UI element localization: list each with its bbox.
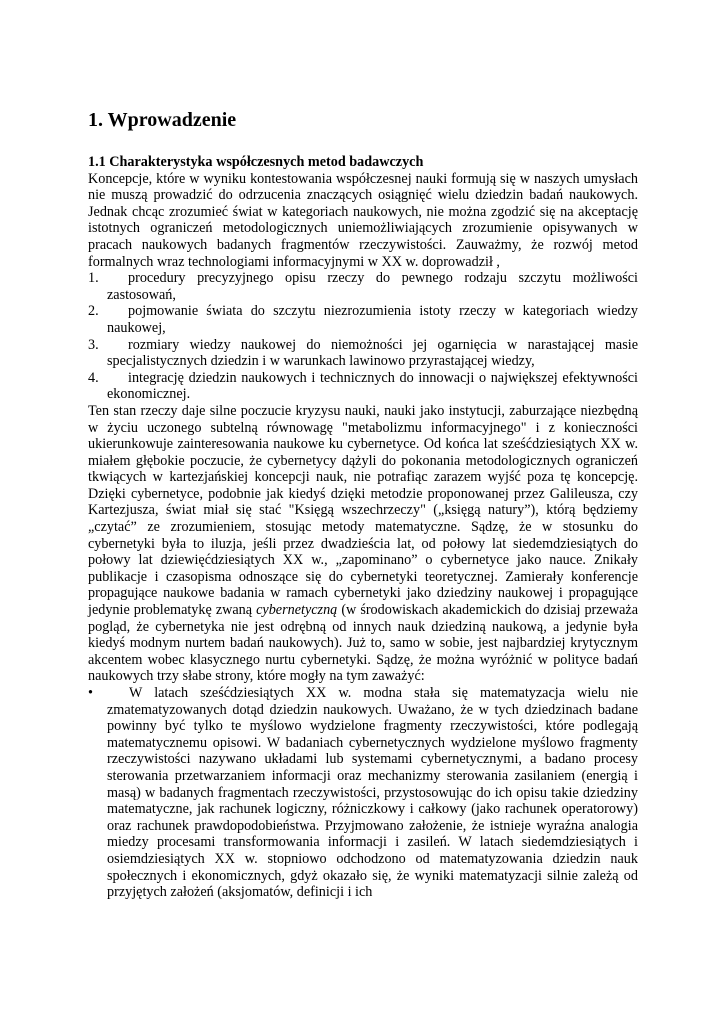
list-item	[88, 337, 638, 370]
paragraph-text: (w środowiskach akademickich do dzisiaj przeważa pogląd, że cybernetyka nie jest odrębną od innych nauk dziedziną naukową, a jedynie była kiedyś modnym nurtem badań naukowych). Już to, samo w sobie, jest najbardziej krytycznym akcentem wobec klasycznego nurtu cybernetyki. Sądzę, że można wyróżnić w polityce badań naukowych trzy słabe strony, które mogły na tym zaważyć:	[88, 602, 639, 685]
intro-paragraph: Koncepcje, które w wyniku kontestowania współczesnej nauki formują się w naszych umysłach nie muszą prowadzić do odrzucenia znaczących osiągnięć wielu dziedzin badań naukowych. Jednak chcąc zrozumieć świat w kategoriach naukowych, nie można zgodzić się na akceptację istotnych ograniczeń metodologicznych uniemożliwiających zrozumienie opisywanych w pracach naukowych badanych fragmentów rzeczywistości. Zauważmy, że rozwój metod formalnych wraz technologiami informacyjnymi w XX w. doprowadził ,	[88, 170, 638, 270]
emphasized-term: cybernetyczną	[256, 602, 338, 619]
subsection-heading: 1.1 Charakterystyka współczesnych metod badawczych	[88, 154, 424, 170]
bullet-list	[88, 685, 638, 901]
body-paragraph	[88, 403, 638, 685]
list-item-text: pojmowanie świata do szczytu niezrozumienia istoty rzeczy w kategoriach wiedzy naukowej,	[107, 303, 638, 336]
bullet-item	[88, 685, 638, 901]
list-item-text: rozmiary wiedzy naukowej do niemożności jej ogarnięcia w narastającej masie specjalistycznych dziedzin i w warunkach lawinowo przyrastającej wiedzy,	[107, 336, 638, 370]
list-number: 4.	[88, 369, 99, 386]
list-item-text: procedury precyzyjnego opisu rzeczy do pewnego rodzaju szczytu możliwości zastosowań,	[107, 270, 638, 303]
list-number: 3.	[88, 336, 99, 353]
list-item	[88, 303, 638, 336]
numbered-list	[88, 270, 638, 403]
list-item	[88, 270, 638, 303]
list-item	[88, 370, 638, 403]
bullet-icon: •	[88, 685, 93, 701]
list-number: 2.	[88, 303, 99, 320]
bullet-item-text: W latach sześćdziesiątych XX w. modna stała się matematyzacja wielu nie zmatematyzowanych dotąd dziedzin naukowych. Uważano, że w tych dziedzinach badane powinny być tylko te myślowo wydzielone fragmenty rzeczywistości, które podlegają matematycznemu opisowi. W badaniach cybernetycznych wydzielone myślowo fragmenty rzeczywistości nazywano układami lub systemami cybernetycznymi, a badano procesy sterowania przetwarzaniem informacji oraz mechanizmy sterowania zasilaniem (energią i masą) w badanych fragmentach rzeczywistości, przystosowując do ich opisu takie dziedziny matematyczne, jak rachunek logiczny, różniczkowy i całkowy (jako rachunek operatorowy) oraz rachunek prawdopodobieństwa. Przyjmowano założenie, że istnieje wyraźna analogia miedzy procesami transformowania informacji i zasileń. W latach siedemdziesiątych i osiemdziesiątych XX w. stopniowo odchodzono od matematyzowania dziedzin nauk społecznych i ekonomicznych, gdyż okazało się, że wyniki matematyzacji silnie zależą od przyjętych założeń (aksjomatów, definicji i ich	[107, 685, 638, 901]
list-item-text: integrację dziedzin naukowych i technicznych do innowacji o największej efektywności ekonomicznej.	[107, 369, 638, 403]
document-body	[88, 108, 638, 901]
section-heading: 1. Wprowadzenie	[88, 109, 237, 131]
list-number: 1.	[88, 270, 99, 287]
paragraph-text: Ten stan rzeczy daje silne poczucie kryzysu nauki, nauki jako instytucji, zaburzające niezbędną w życiu uczonego subtelną równowagę "metabolizmu informacyjnego" i z konieczności ukierunkowuje zainteresowania naukowe ku cybernetyce. Od końca lat sześćdziesiątych XX w. miałem głębokie poczucie, że cybernetycy dążyli do pokonania metodologicznych ograniczeń tkwiących w kartezjańskiej koncepcji nauk, nie potrafiąc zarazem wyjść poza tę koncepcję. Dzięki cybernetyce, podobnie jak kiedyś dzięki metodzie proponowanej przez Galileusza, czy Kartezjusza, świat miał się stać "Księgą wszechrzeczy" („księgą natury”), którą będziemy „czytać” ze zrozumieniem, stosując metody matematyczne. Sądzę, że w stosunku do cybernetyki była to iluzja, jeśli przez dwadzieścia lat, od połowy lat siedemdziesiątych do połowy lat dziewięćdziesiątych XX w., „zapominano” o cybernetyce jako nauce. Znikały publikacje i czasopisma odnoszące się do cybernetyki teoretycznej. Zamierały konferencje propagujące naukowe badania w ramach cybernetyki jako dziedziny naukowej i propagujące jedynie problematykę zwaną	[88, 402, 638, 619]
